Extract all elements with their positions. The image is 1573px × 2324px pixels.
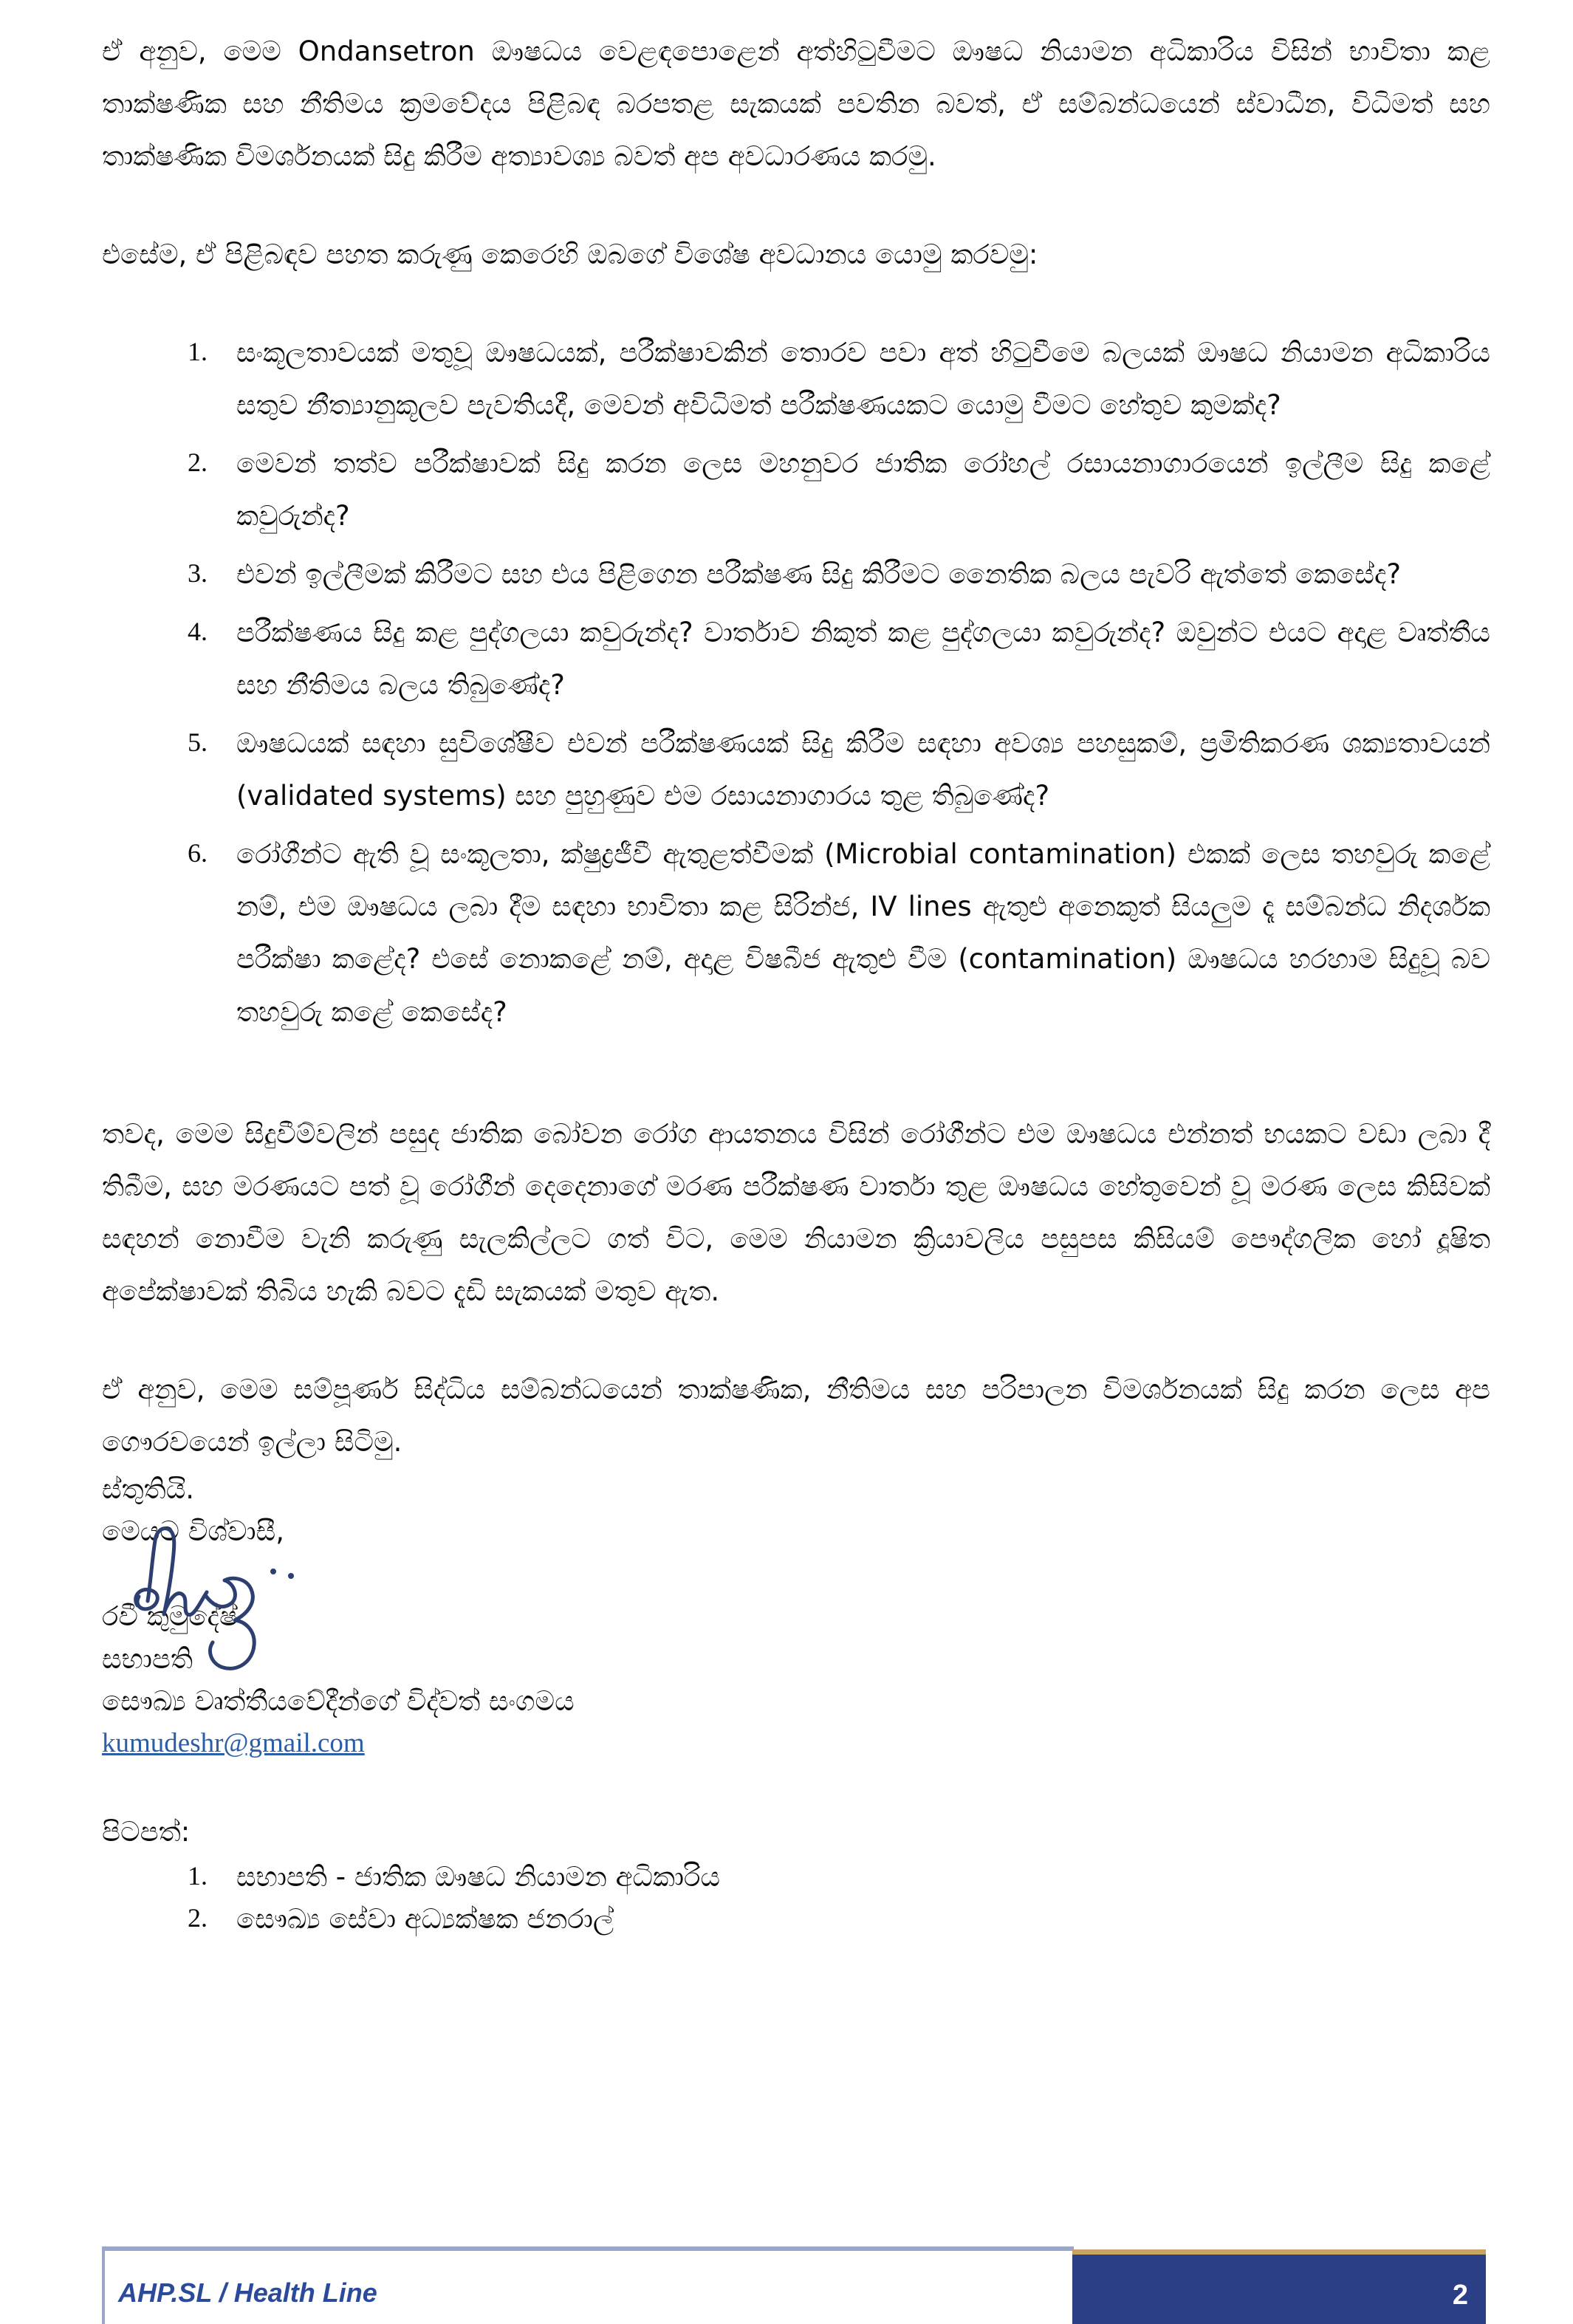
paragraph-intro-2: එසේම, ඒ පිළිබඳව පහත කරුණු කෙරෙහි ඔබගේ විශේෂ අවධානය යොමු කරවමු: — [102, 239, 1038, 271]
question-item-6: රෝගීන්ට ඇති වූ සංකූලතා, ක්ෂුද්‍රජීවී ඇතුළත්වීමක් (Microbial contamination) එකක් ලෙස තහවුරු කළේ නම්, එම ඖෂධය ලබා දීම සඳහා භාවිතා කළ සිරින්ජ, IV lines ඇතුළු අනෙකුත් සියලුම දෑ සම්බන්ධ නිදර්ශක පරීක්ෂා කළේද? එසේ නොකළේ නම්, අදාළ විෂබීජ ඇතුළු වීම (contamination) ඖෂධය හරහාම සිදුවූ බව තහවුරු කළේ කෙසේද? — [236, 838, 1490, 1028]
copies-list — [102, 1856, 1490, 1941]
footer-left-tick — [102, 2246, 105, 2324]
question-item-2: මෙවන් තත්ව පරීක්ෂාවක් සිදු කරන ලෙස මහනුවර ජාතික රෝහල් රසායනාගාරයෙන් ඉල්ලීම සිදු කළේ කවුරුන්ද? — [236, 448, 1490, 532]
signatory-organization: සෞඛ්‍ය වෘත්තීයවේදීන්ගේ විද්වත් සංගමය — [102, 1685, 575, 1718]
closing-line: මෙයට විශ්වාසී, — [102, 1515, 284, 1548]
question-item-4: පරීක්ෂණය සිදු කළ පුද්ගලයා කවුරුන්ද? වාර්තාව නිකුත් කළ පුද්ගලයා කවුරුන්ද? ඔවුන්ට එයට අදාළ වෘත්තීය සහ නීතිමය බලය තිබුණේද? — [236, 617, 1490, 702]
questions-list — [102, 326, 1490, 1038]
paragraph-concerns: තවද, මෙම සිදුවීම්වලින් පසුද ජාතික බෝවන රෝග ආයතනය විසින් රෝගීන්ට එම ඖෂධය එන්නත් භයකට වඩා ලබා දී තිබීම, සහ මරණයට පත් වූ රෝගීන් දෙදෙනාගේ මරණ පරීක්ෂණ වාර්තා තුළ ඖෂධය හේතුවෙන් වූ මරණ ලෙස කිසිවක් සඳහන් නොවීම වැනි කරුණු සැලකිල්ලට ගත් විට, මෙම නියාමන ක්‍රියාවලිය පසුපස කිසියම් පෞද්ගලික හෝ දූෂිත අපේක්ෂාවක් තිබිය හැකි බවට දැඩි සැකයක් මතුව ඇත. — [102, 1117, 1490, 1307]
paragraph-request: ඒ අනුව, මෙම සම්පූර්ණ සිද්ධිය සම්බන්ධයෙන් තාක්ෂණික, නීතිමය සහ පරිපාලන විමර්ශනයක් සිදු කරන ලෙස අප ගෞරවයෙන් ඉල්ලා සිටිමු. — [102, 1373, 1490, 1458]
footer-title: AHP.SL / Health Line — [118, 2277, 377, 2308]
question-item-5: ඖෂධයක් සඳහා සුවිශේෂීව එවන් පරීක්ෂණයක් සිදු කිරීම සඳහා අවශ්‍ය පහසුකම්, ප්‍රමිතිකරණ ශක්‍යතාවයන් (validated systems) සහ පුහුණුව එම රසායනාගාරය තුළ තිබුණේද? — [236, 727, 1490, 812]
page-footer — [0, 2246, 1573, 2324]
thanks-line: ස්තුතියි. — [102, 1473, 195, 1505]
footer-page-box — [1072, 2249, 1486, 2324]
signatory-name: රවී කුමුදේෂ් — [102, 1600, 239, 1633]
question-item-1: සංකූලතාවයක් මතුවූ ඖෂධයක්, පරීක්ෂාවකින් තොරව පවා අත් හිටුවීමෙ බලයක් ඖෂධ නියාමන අධිකාරිය සතුව නීත්‍යානුකූලව පැවතියදී, මෙවන් අවිධිමත් පරීක්ෂණයකට යොමු වීමට හේතුව කුමක්ද? — [236, 337, 1490, 422]
question-item-3: එවන් ඉල්ලීමක් කිරීමට සහ එය පිළිගෙන පරීක්ෂණ සිදු කිරීමට නෛතික බලය පැවරි ඇත්තේ කෙසේද? — [236, 558, 1402, 591]
footer-page-number: 2 — [1452, 2280, 1468, 2311]
letter-body — [102, 0, 1490, 1941]
signatory-email-link[interactable]: kumudeshr@gmail.com — [102, 1728, 365, 1759]
footer-top-rule — [102, 2246, 1074, 2251]
signatory-title: සභාපති — [102, 1642, 193, 1675]
copies-item-1: සභාපති - ජාතික ඖෂධ නියාමන අධිකාරිය — [236, 1861, 721, 1893]
copies-heading: පිටපත්: — [102, 1815, 191, 1848]
signature-block — [102, 1595, 1490, 1764]
paragraph-intro-1: ඒ අනුව, මෙම Ondansetron ඖෂධය වෙළඳපොළෙන් අත්හිටුවීමට ඖෂධ නියාමන අධිකාරිය විසින් භාවිතා කළ තාක්ෂණික සහ නීතිමය ක්‍රමවේදය පිළිබඳ බරපතළ සැකයක් පවතින බවත්, ඒ සම්බන්ධයෙන් ස්වාධීන, විධිමත් සහ තාක්ෂණික විමර්ශනයක් සිදු කිරීම අත්‍යාවශ්‍ය බවත් අප අවධාරණය කරමු. — [102, 35, 1490, 173]
copies-item-2: සෞඛ්‍ය සේවා අධ්‍යක්ෂක ජනරාල් — [236, 1903, 614, 1936]
